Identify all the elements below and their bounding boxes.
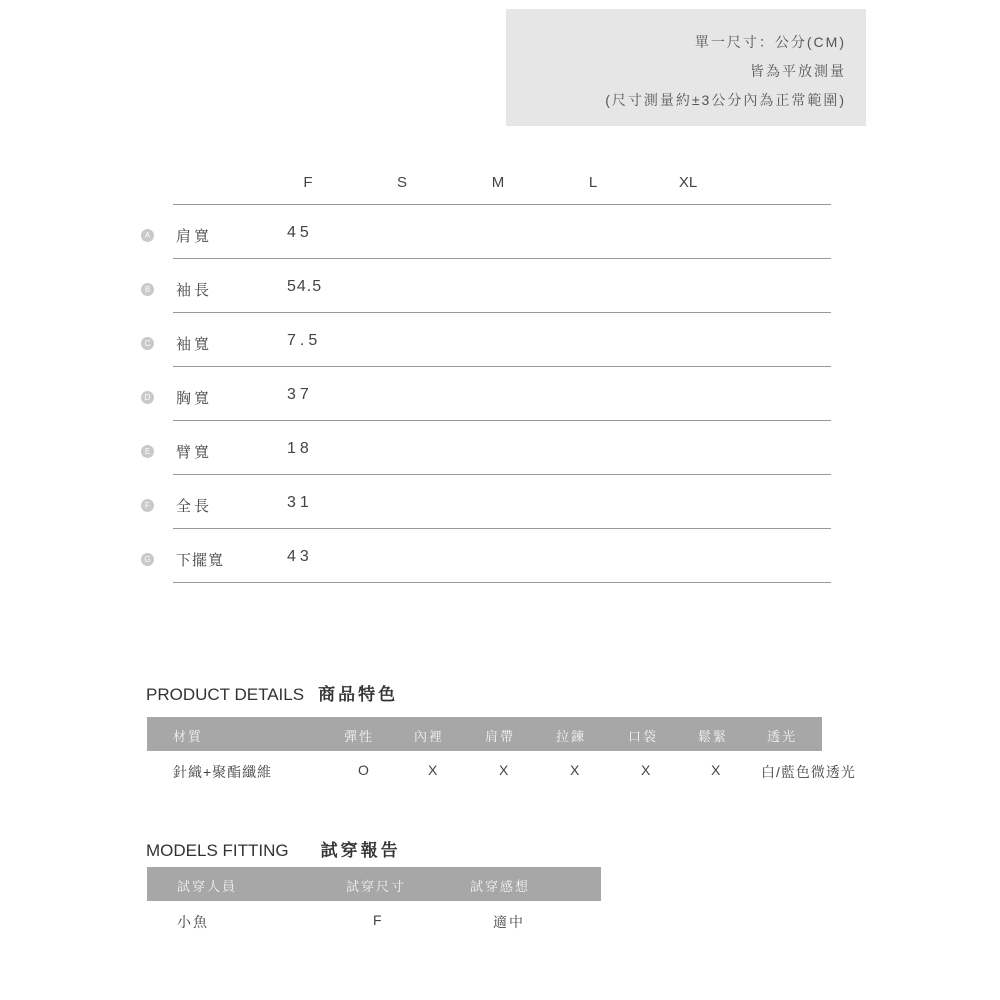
measure-row — [0, 421, 1000, 475]
value-pocket: X — [641, 762, 653, 778]
note-method: 皆為平放測量 — [750, 63, 846, 79]
size-header-l: L — [588, 174, 598, 191]
measure-badge: G — [141, 553, 154, 566]
value-zipper: X — [570, 762, 582, 778]
value-material: 針織+聚酯纖維 — [173, 764, 273, 780]
measure-value: 45 — [287, 224, 313, 241]
measure-label: 下擺寬 — [176, 552, 225, 569]
measure-label: 全長 — [176, 498, 213, 515]
header-waistband: 鬆緊 — [698, 729, 729, 744]
measure-label: 袖長 — [176, 282, 213, 299]
models-fitting-title-zh: 試穿報告 — [320, 841, 401, 860]
value-model: 小魚 — [177, 914, 209, 930]
header-pocket: 口袋 — [628, 729, 659, 744]
measure-row — [0, 475, 1000, 529]
value-elasticity: O — [358, 762, 371, 778]
row-divider — [173, 582, 831, 583]
measure-label: 肩寬 — [176, 228, 213, 245]
header-material: 材質 — [173, 729, 204, 744]
header-lining: 內裡 — [414, 729, 445, 744]
measure-value: 7.5 — [287, 332, 322, 349]
header-transparency: 透光 — [767, 729, 798, 744]
measure-row — [0, 205, 1000, 259]
size-header-s: S — [396, 174, 407, 191]
measure-value: 31 — [287, 494, 313, 511]
size-header-xl: XL — [678, 174, 698, 191]
measure-row — [0, 529, 1000, 583]
measure-row — [0, 367, 1000, 421]
measure-badge: D — [141, 391, 154, 404]
header-model: 試穿人員 — [177, 879, 238, 894]
models-fitting-title-en: MODELS FITTING — [146, 841, 289, 860]
size-header-f: F — [303, 174, 313, 191]
measure-value: 18 — [287, 440, 313, 457]
measure-badge: A — [141, 229, 154, 242]
value-straps: X — [499, 762, 511, 778]
models-fitting-header — [147, 867, 601, 901]
measure-badge: C — [141, 337, 154, 350]
product-details-title-zh: 商品特色 — [318, 685, 399, 704]
header-elasticity: 彈性 — [344, 729, 375, 744]
measure-label: 胸寬 — [176, 390, 213, 407]
value-lining: X — [428, 762, 440, 778]
product-details-title — [146, 680, 398, 705]
models-fitting-title — [146, 836, 401, 861]
measure-value: 43 — [287, 548, 313, 565]
measure-row — [0, 313, 1000, 367]
header-straps: 肩帶 — [485, 729, 516, 744]
size-header-m: M — [491, 174, 505, 191]
note-tolerance: (尺寸測量約±3公分內為正常範圍) — [605, 92, 846, 108]
header-zipper: 拉鍊 — [556, 729, 587, 744]
header-fitting-feedback: 試穿感想 — [470, 879, 531, 894]
note-unit: 單一尺寸：公分(CM) — [694, 34, 846, 50]
measure-label: 臂寬 — [176, 444, 213, 461]
value-fitting-size: F — [373, 912, 384, 928]
measure-label: 袖寬 — [176, 336, 213, 353]
measure-badge: E — [141, 445, 154, 458]
measure-badge: B — [141, 283, 154, 296]
product-details-title-en: PRODUCT DETAILS — [146, 685, 305, 704]
measure-row — [0, 259, 1000, 313]
measure-value: 37 — [287, 386, 313, 403]
measure-value: 54.5 — [287, 278, 323, 295]
header-fitting-size: 試穿尺寸 — [346, 879, 407, 894]
value-waistband: X — [711, 762, 723, 778]
size-header-row — [173, 170, 831, 205]
measurement-note — [506, 9, 866, 126]
measure-badge: F — [141, 499, 154, 512]
value-transparency: 白/藍色微透光 — [761, 764, 856, 780]
product-details-header — [147, 717, 822, 751]
value-fitting-feedback: 適中 — [493, 914, 525, 930]
